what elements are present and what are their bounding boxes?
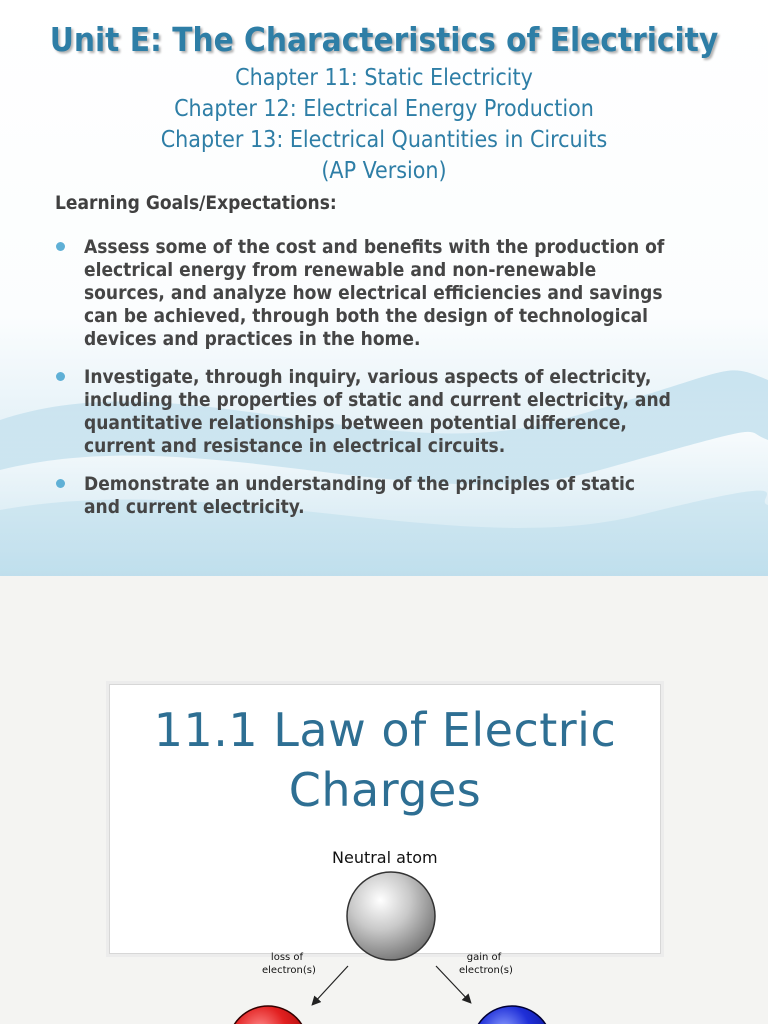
goal-text-line: devices and practices in the home. xyxy=(84,328,421,350)
goal-text-line: Investigate, through inquiry, various aspects of electricity, xyxy=(84,366,652,388)
gain-of-electrons-label xyxy=(459,951,513,977)
loss-arrow-icon xyxy=(313,966,348,1004)
chapter-line: Chapter 13: Electrical Quantities in Circuits xyxy=(160,127,608,153)
goal-text-line: and current electricity. xyxy=(84,496,305,518)
label-line: gain of xyxy=(466,952,502,963)
positive-atom-icon xyxy=(228,1006,308,1024)
neutral-atom-label: Neutral atom xyxy=(332,848,438,867)
lesson-title-line: 11.1 Law of Electric xyxy=(153,703,617,757)
label-line: electron(s) xyxy=(459,965,513,976)
goal-text-line: can be achieved, through both the design of technological xyxy=(84,305,649,327)
neutral-atom-icon xyxy=(347,872,435,960)
goal-text-line: electrical energy from renewable and non-renewable xyxy=(84,259,597,281)
chapter-line: Chapter 11: Static Electricity xyxy=(235,65,533,91)
goal-text-line: Demonstrate an understanding of the principles of static xyxy=(84,473,635,495)
goals-heading: Learning Goals/Expectations: xyxy=(55,192,337,214)
lesson-title-line: Charges xyxy=(288,763,482,817)
goal-text-line: Assess some of the cost and benefits with the production of xyxy=(84,236,665,258)
loss-of-electrons-label xyxy=(262,951,316,977)
goal-text-line: quantitative relationships between potential difference, xyxy=(84,412,627,434)
label-line: electron(s) xyxy=(262,965,316,976)
goal-text-line: current and resistance in electrical circuits. xyxy=(84,435,506,457)
negative-atom-icon xyxy=(472,1006,552,1024)
label-line: loss of xyxy=(270,952,304,963)
goal-text-line: sources, and analyze how electrical efficiencies and savings xyxy=(84,282,663,304)
chapter-line: Chapter 12: Electrical Energy Production xyxy=(174,96,594,122)
unit-title: Unit E: The Characteristics of Electricity xyxy=(49,20,719,59)
version-label: (AP Version) xyxy=(321,158,447,184)
goal-text-line: including the properties of static and current electricity, and xyxy=(84,389,671,411)
